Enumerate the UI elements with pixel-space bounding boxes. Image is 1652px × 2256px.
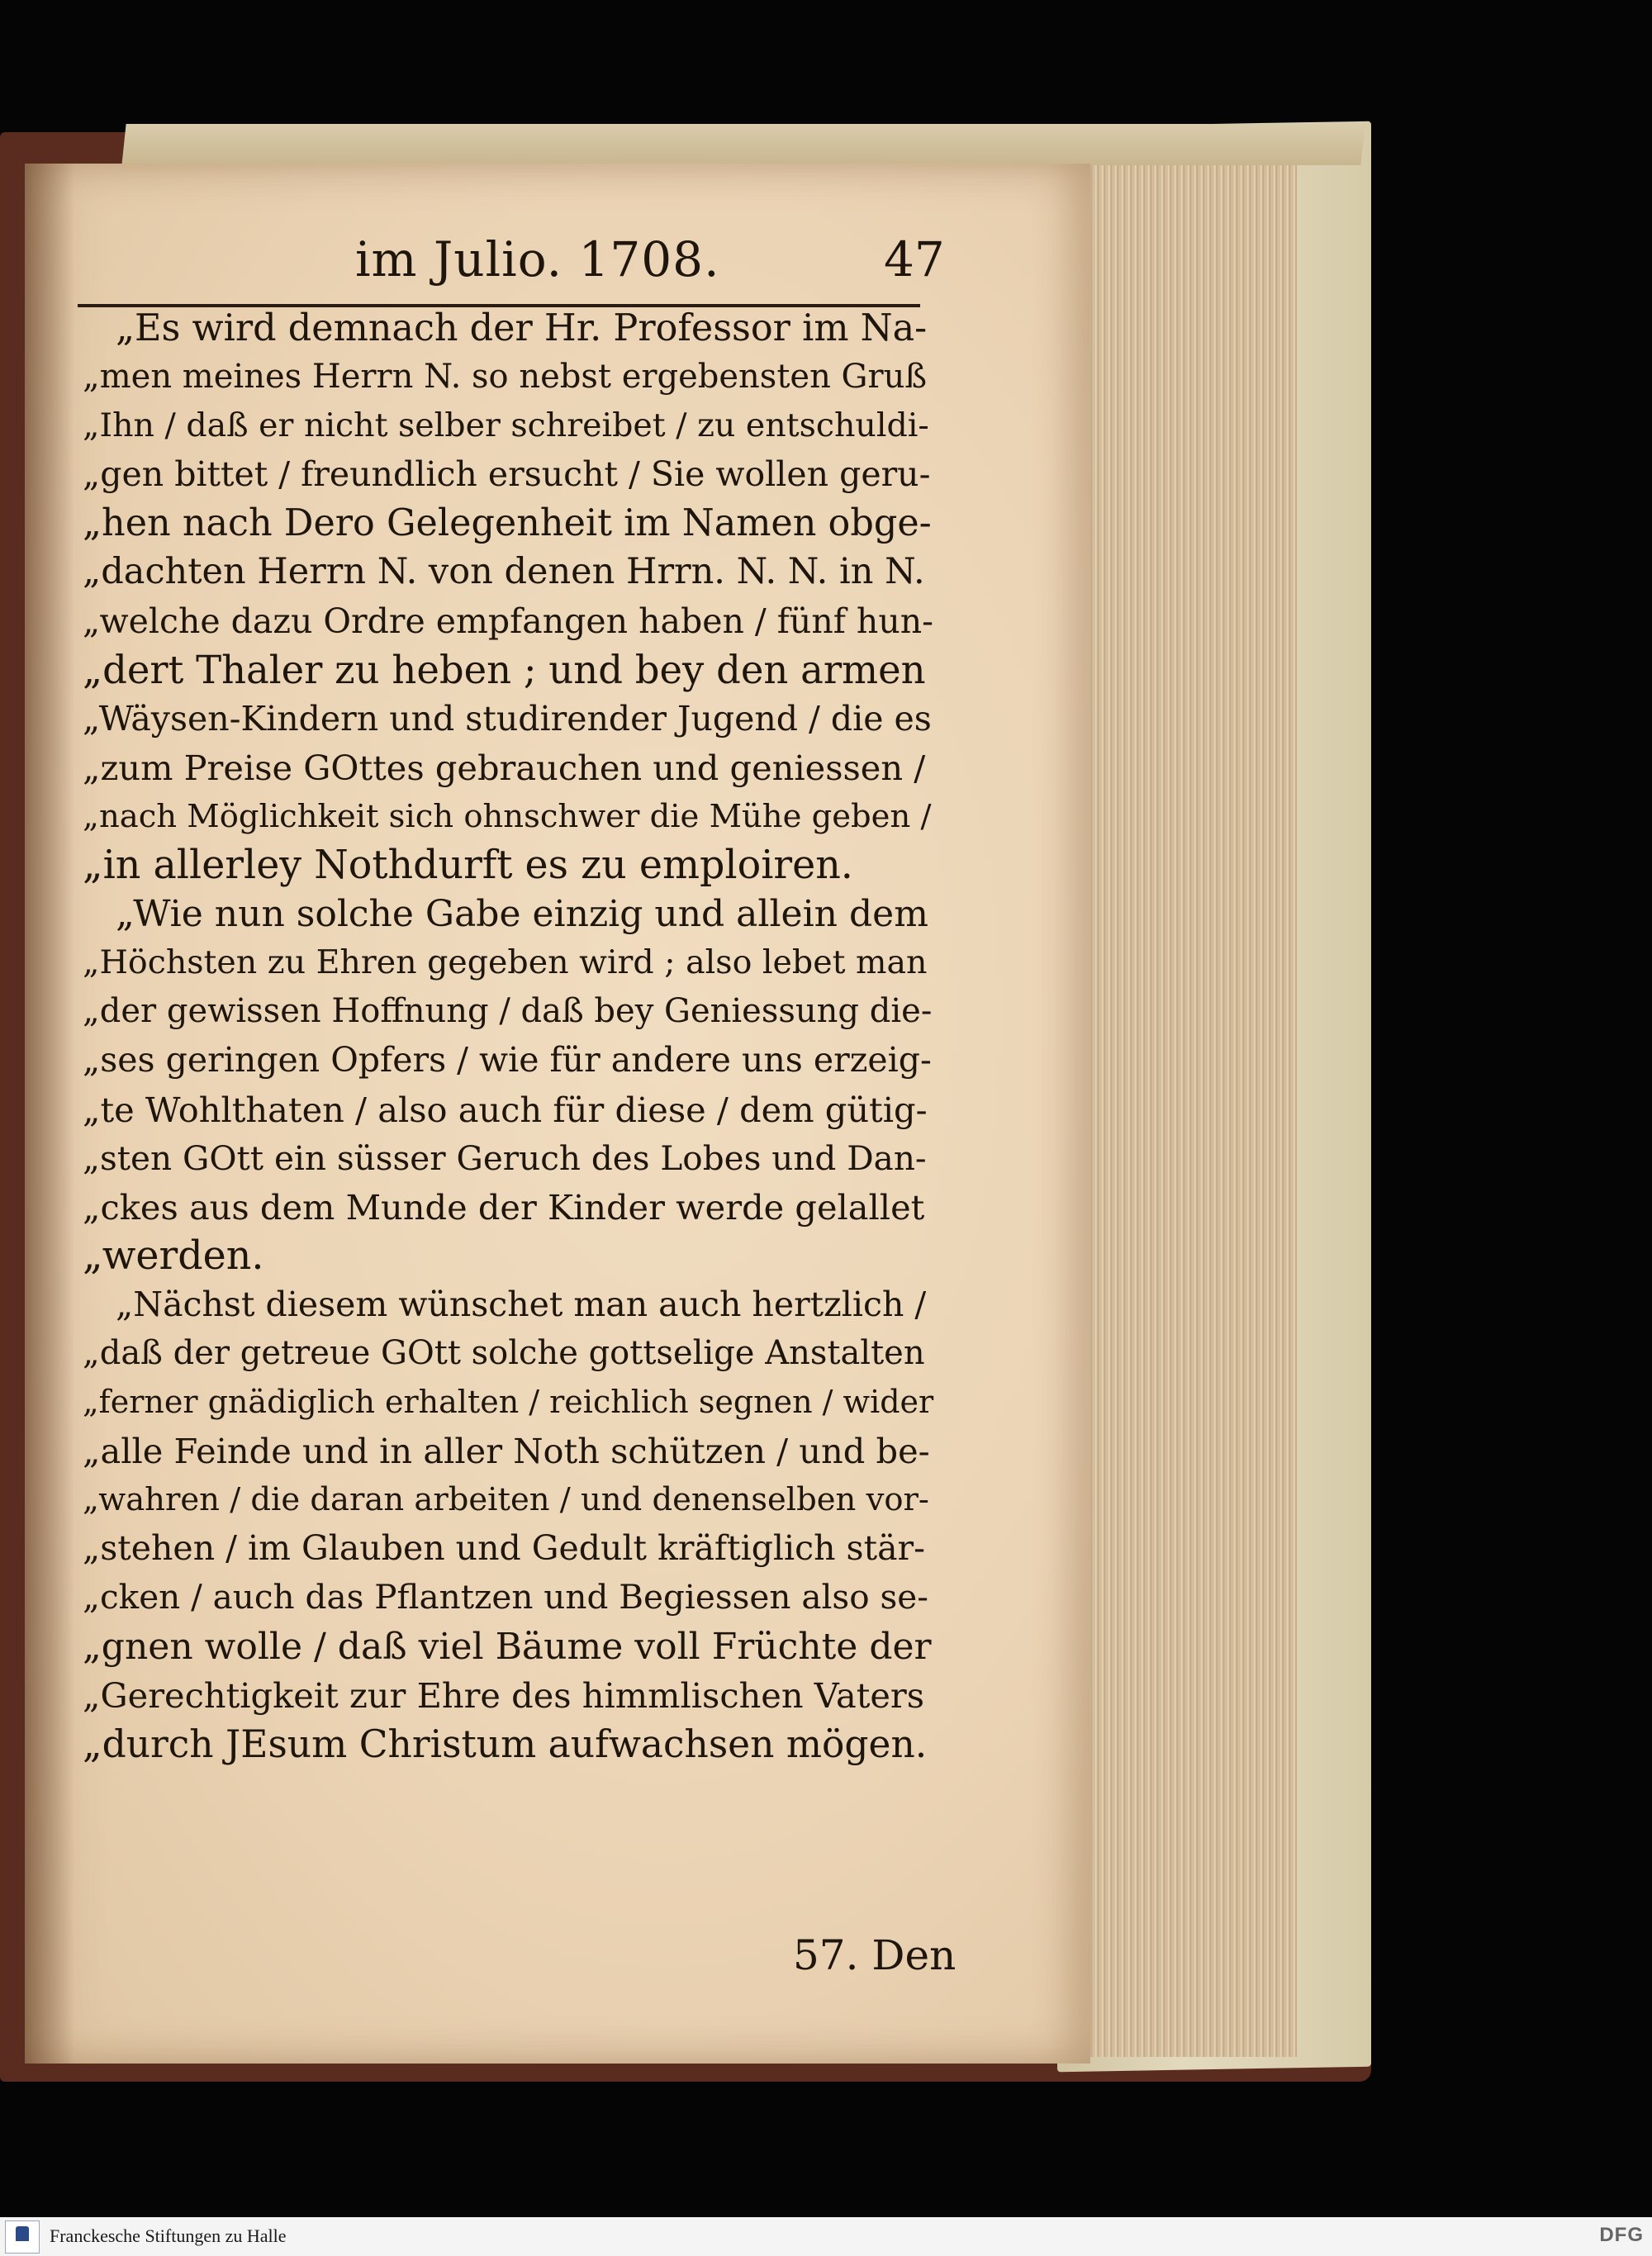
catchword: 57. Den: [793, 1931, 957, 1979]
text-line: „ses geringen Opfers / wie für andere uns erzeig-: [83, 1040, 932, 1081]
text-line: „gnen wolle / daß viel Bäume voll Früchte der: [83, 1625, 932, 1668]
body-text: [83, 304, 933, 1769]
text-line: „te Wohlthaten / also auch für diese / dem gütig-: [83, 1089, 928, 1130]
running-head: im Julio. 1708.: [355, 231, 720, 287]
text-line: „Wäysen-Kindern und studirender Jugend / die es: [83, 698, 932, 739]
dfg-logo[interactable]: DFG: [1599, 2224, 1644, 2246]
page-gutter-shadow: [25, 164, 74, 2064]
text-line: „nach Möglichkeit sich ohnschwer die Mühe geben /: [83, 797, 932, 835]
text-line: „der gewissen Hoffnung / daß bey Geniessung die-: [83, 992, 933, 1031]
text-line: „gen bittet / freundlich ersucht / Sie wollen geru-: [83, 454, 931, 495]
text-line: „men meines Herrn N. so nebst ergebensten Gruß: [83, 358, 928, 397]
building-icon: [16, 2226, 29, 2241]
text-line: „sten GOtt ein süsser Geruch des Lobes und Dan-: [83, 1137, 927, 1178]
institution-logo-icon[interactable]: [5, 2220, 40, 2254]
viewer-footer: [0, 2217, 1652, 2256]
text-line: „Ihn / daß er nicht selber schreibet / zu entschuldi-: [83, 406, 929, 445]
text-line: „Es wird demnach der Hr. Professor im Na-: [116, 307, 928, 349]
text-line: „hen nach Dero Gelegenheit im Namen obge-: [83, 502, 932, 545]
text-line: „welche dazu Ordre empfangen haben / fünf hun-: [83, 601, 934, 641]
text-line: „werden.: [83, 1232, 264, 1279]
page-edges: [1074, 165, 1297, 2057]
text-line: „ferner gnädiglich erhalten / reichlich segnen / wider: [83, 1384, 934, 1421]
text-line: „durch JEsum Christum aufwachsen mögen.: [83, 1722, 928, 1766]
text-line: „Höchsten zu Ehren gegeben wird ; also lebet man: [83, 943, 928, 982]
text-line: „ckes aus dem Munde der Kinder werde gelallet: [83, 1186, 925, 1228]
text-line: „zum Preise GOttes gebrauchen und geniessen /: [83, 747, 926, 788]
page-number: 47: [884, 231, 945, 287]
institution-name[interactable]: Franckesche Stiftungen zu Halle: [50, 2225, 287, 2246]
text-line: „Nächst diesem wünschet man auch hertzlich /: [116, 1284, 927, 1324]
book-top-edge: [121, 124, 1365, 165]
text-line: „wahren / die daran arbeiten / und denenselben vor-: [83, 1481, 929, 1519]
text-line: „dert Thaler zu heben ; und bey den armen: [83, 647, 926, 692]
text-line: „daß der getreue GOtt solche gottselige Anstalten: [83, 1333, 925, 1372]
text-line: „in allerley Nothdurft es zu emploiren.: [83, 843, 853, 889]
text-line: „Gerechtigkeit zur Ehre des himmlischen Vaters: [83, 1674, 925, 1716]
text-line: „stehen / im Glauben und Gedult kräftiglich stär-: [83, 1528, 925, 1569]
book-page: [25, 164, 1090, 2064]
text-line: „cken / auch das Pflantzen und Begiessen also se-: [83, 1577, 928, 1617]
text-line: „Wie nun solche Gabe einzig und allein dem: [116, 893, 928, 936]
text-line: „alle Feinde und in aller Noth schützen / und be-: [83, 1431, 930, 1472]
text-line: „dachten Herrn N. von denen Hrrn. N. N. in N.: [83, 551, 925, 593]
